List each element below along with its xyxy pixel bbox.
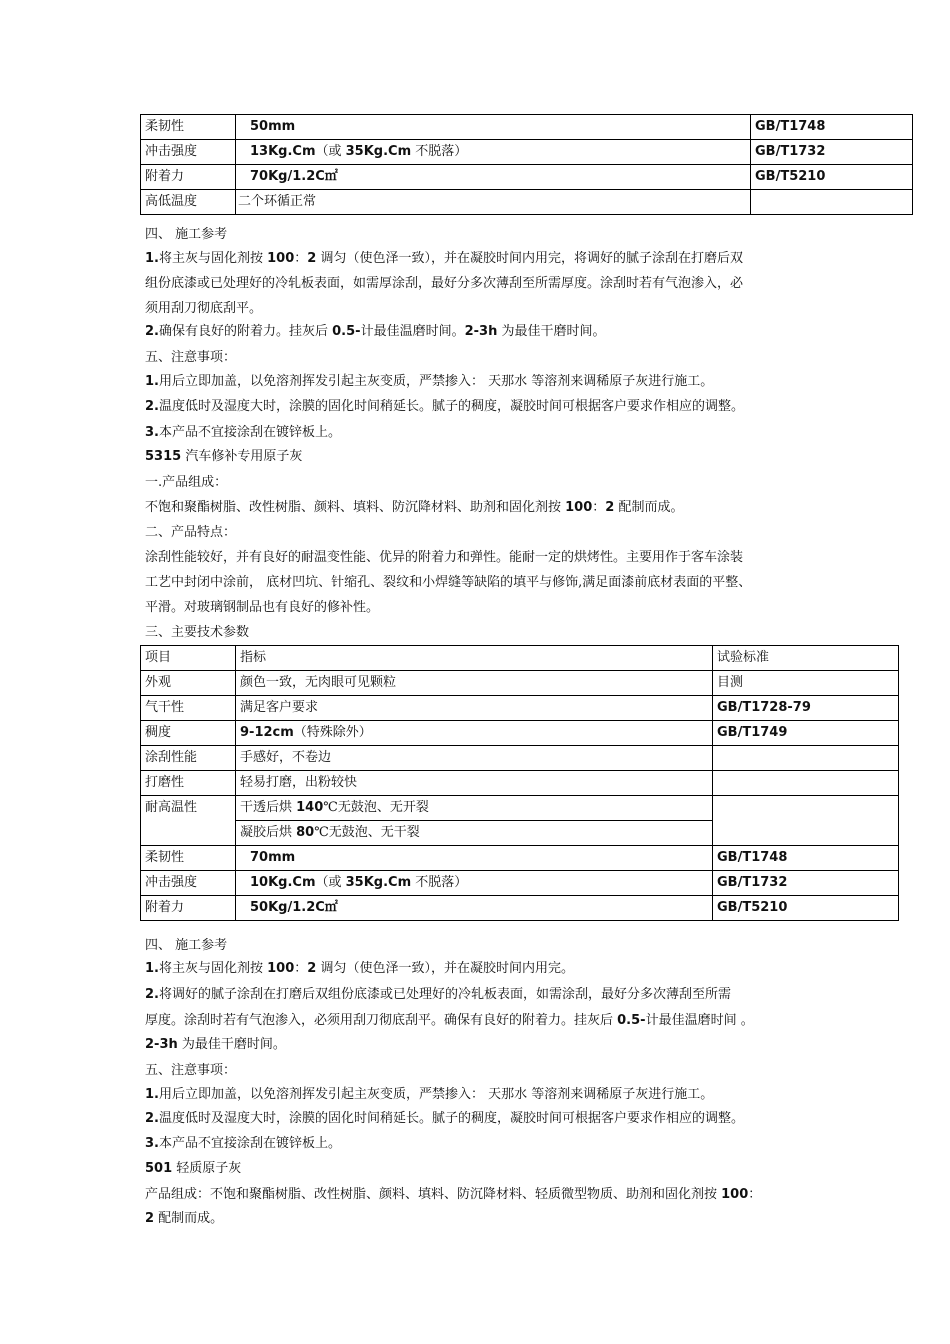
item-number: 1. [145, 961, 159, 976]
paragraph-line [145, 397, 744, 417]
item-number: 3. [145, 1136, 159, 1151]
table-cell: 柔韧性 [141, 846, 236, 871]
product-name: 轻质原子灰 [172, 1161, 242, 1176]
paragraph-line [145, 1035, 286, 1055]
value-text: （或 [315, 875, 346, 890]
table-row [141, 771, 899, 796]
product-title [145, 1159, 241, 1179]
value-text: 凝胶后烘 [240, 825, 297, 840]
text-span: 配制而成。 [614, 500, 684, 515]
paragraph-line [145, 985, 731, 1005]
table-cell: GB/T1728-79 [713, 696, 899, 721]
text-span: 0.5- [332, 324, 361, 339]
text-span: 2-3h [464, 324, 498, 339]
table-cell: 稠度 [141, 721, 236, 746]
section-heading: 四、 施工参考 [145, 227, 228, 242]
text-span: 本产品不宜接涂刮在镀锌板上。 [158, 425, 341, 440]
section-heading: 一.产品组成： [145, 475, 228, 490]
table-row [141, 846, 899, 871]
value-text: 不脱落） [411, 144, 468, 159]
paragraph-line: 涂刮性能较好，并有良好的耐温变性能、优异的附着力和弹性。能耐一定的烘烤性。主要用作于客车涂装 [145, 550, 744, 565]
table-cell [236, 871, 713, 896]
table-cell: 轻易打磨，出粉较快 [236, 771, 713, 796]
text-span: 2 [145, 1211, 155, 1226]
value-text: 140 [296, 800, 324, 815]
text-span: 100 [565, 500, 593, 515]
table-cell: 附着力 [141, 165, 236, 190]
table-cell: 50mm [236, 115, 751, 140]
value-text: 13Kg.Cm [250, 144, 316, 159]
table-cell: 打磨性 [141, 771, 236, 796]
text-span: 将主灰与固化剂按 [158, 961, 268, 976]
text-span: 调匀（使色泽一致），并在凝胶时间内用完。 [316, 961, 574, 976]
product-title [145, 447, 302, 467]
paragraph-line [145, 498, 683, 518]
table-cell: 满足客户要求 [236, 696, 713, 721]
text-span: 为最佳干磨时间。 [177, 1037, 286, 1052]
table-row [141, 721, 899, 746]
text-span: 用后立即加盖，以免溶剂挥发引起主灰变质，严禁掺入： 天那水 等溶剂来调稀原子灰进行施工。 [158, 374, 714, 389]
table-row [141, 115, 913, 140]
table-cell: 外观 [141, 671, 236, 696]
product-code: 5315 [145, 449, 182, 464]
text-span: 100 [721, 1187, 749, 1202]
value-text: 干透后烘 [240, 800, 297, 815]
item-number: 2. [145, 324, 159, 339]
paragraph-line [145, 372, 713, 392]
header-cell: 项目 [141, 646, 236, 671]
paragraph-line [145, 1085, 713, 1105]
table-row [141, 796, 899, 821]
text-span: 100 [267, 961, 295, 976]
text-span: 2-3h [145, 1037, 178, 1052]
table-cell: GB/T1732 [751, 140, 913, 165]
table-row [141, 140, 913, 165]
text-span: 2 [605, 500, 615, 515]
text-span: 将调好的腻子涂刮在打磨后双组份底漆或已处理好的冷轧板表面，如需涂刮，最好分多次薄刮至所需 [158, 987, 731, 1002]
item-number: 1. [145, 251, 159, 266]
header-cell: 指标 [236, 646, 713, 671]
table-cell: 50Kg/1.2C㎡ [236, 896, 713, 921]
value-text: 35Kg.Cm [345, 144, 412, 159]
text-span: 本产品不宜接涂刮在镀锌板上。 [158, 1136, 341, 1151]
text-span: 0.5- [617, 1013, 646, 1028]
product-code: 501 [145, 1161, 173, 1176]
section-heading: 四、 施工参考 [145, 938, 228, 953]
table-cell: 手感好，不卷边 [236, 746, 713, 771]
value-text: （或 [315, 144, 346, 159]
table-cell: 耐高温性 [141, 796, 236, 846]
table-row [141, 746, 899, 771]
text-span: 温度低时及湿度大时，涂膜的固化时间稍延长。腻子的稠度，凝胶时间可根据客户要求作相应的调整。 [158, 1111, 744, 1126]
table-cell: 冲击强度 [141, 871, 236, 896]
table-cell: 气干性 [141, 696, 236, 721]
text-span: 调匀（使色泽一致），并在凝胶时间内用完，将调好的腻子涂刮在打磨后双 [316, 251, 743, 266]
spec-table-top [140, 114, 913, 215]
table-cell: GB/T5210 [713, 896, 899, 921]
paragraph-line [145, 249, 743, 269]
item-number: 1. [145, 374, 159, 389]
text-span: 2 [307, 251, 317, 266]
paragraph-line [145, 1134, 341, 1154]
text-span: 配制而成。 [154, 1211, 224, 1226]
table-cell [236, 721, 713, 746]
paragraph-line: 平滑。对玻璃钢制品也有良好的修补性。 [145, 600, 380, 615]
table-cell: GB/T1749 [713, 721, 899, 746]
section-heading: 五、注意事项： [145, 350, 237, 365]
table-cell [236, 140, 751, 165]
table-cell [236, 796, 713, 821]
text-span: 100 [267, 251, 295, 266]
table-row [141, 896, 899, 921]
text-span: 产品组成：不饱和聚酯树脂、改性树脂、颜料、填料、防沉降材料、轻质微型物质、助剂和固化剂按 [145, 1187, 722, 1202]
table-cell: 二个环循正常 [236, 190, 751, 215]
text-span: ： [748, 1187, 762, 1202]
table-cell: GB/T1748 [751, 115, 913, 140]
item-number: 2. [145, 987, 159, 1002]
text-span: ： [294, 251, 308, 266]
table-cell: GB/T1748 [713, 846, 899, 871]
value-text: 9-12cm [240, 725, 294, 740]
table-row [141, 671, 899, 696]
paragraph-line [145, 1109, 744, 1129]
spec-table [140, 645, 899, 921]
table-cell: 70Kg/1.2C㎡ [236, 165, 751, 190]
table-row [141, 871, 899, 896]
text-span: 将主灰与固化剂按 [158, 251, 268, 266]
value-text: 80 [296, 825, 315, 840]
table-row [141, 190, 913, 215]
paragraph-line [145, 322, 605, 342]
table-cell [236, 821, 713, 846]
table-header-row [141, 646, 899, 671]
value-text: ℃无鼓泡、无开裂 [323, 800, 429, 815]
item-number: 3. [145, 425, 159, 440]
text-span: 确保有良好的附着力。挂灰后 [158, 324, 333, 339]
table-cell: 涂刮性能 [141, 746, 236, 771]
text-span: 为最佳干磨时间。 [497, 324, 606, 339]
table-cell [751, 190, 913, 215]
paragraph-line [145, 1185, 761, 1205]
paragraph-line [145, 423, 341, 443]
item-number: 2. [145, 1111, 159, 1126]
text-span: 计最佳温磨时间。 [360, 324, 465, 339]
table-cell: GB/T1732 [713, 871, 899, 896]
text-span: 不饱和聚酯树脂、改性树脂、颜料、填料、防沉降材料、助剂和固化剂按 [145, 500, 566, 515]
section-heading: 二、产品特点： [145, 525, 237, 540]
paragraph-line: 须用刮刀彻底刮平。 [145, 301, 263, 316]
value-text: ℃无鼓泡、无干裂 [314, 825, 420, 840]
header-cell: 试验标准 [713, 646, 899, 671]
paragraph-line: 工艺中封闭中涂前， 底材凹坑、针缩孔、裂纹和小焊缝等缺陷的填平与修饰,满足面漆前底材表面的平整、 [145, 575, 752, 590]
table-cell: 70mm [236, 846, 713, 871]
paragraph-line [145, 1011, 754, 1031]
paragraph-line [145, 1209, 223, 1229]
section-heading: 五、注意事项： [145, 1063, 237, 1078]
text-span: 计最佳温磨时间 。 [645, 1013, 754, 1028]
table-cell: 附着力 [141, 896, 236, 921]
text-span: 用后立即加盖，以免溶剂挥发引起主灰变质，严禁掺入： 天那水 等溶剂来调稀原子灰进行施工。 [158, 1087, 714, 1102]
product-name: 汽车修补专用原子灰 [181, 449, 303, 464]
table-cell [713, 796, 899, 846]
item-number: 1. [145, 1087, 159, 1102]
table-cell: 高低温度 [141, 190, 236, 215]
text-span: 2 [307, 961, 317, 976]
table-cell [713, 746, 899, 771]
table-cell: 柔韧性 [141, 115, 236, 140]
text-span: 温度低时及湿度大时，涂膜的固化时间稍延长。腻子的稠度，凝胶时间可根据客户要求作相应的调整。 [158, 399, 744, 414]
paragraph-line: 组份底漆或已处理好的冷轧板表面，如需厚涂刮，最好分多次薄刮至所需厚度。涂刮时若有气泡渗入，必 [145, 276, 744, 291]
text-span: ： [592, 500, 606, 515]
section-heading: 三、主要技术参数 [145, 625, 250, 640]
item-number: 2. [145, 399, 159, 414]
table-row [141, 165, 913, 190]
table-cell: GB/T5210 [751, 165, 913, 190]
text-span: 厚度。涂刮时若有气泡渗入，必须用刮刀彻底刮平。确保有良好的附着力。挂灰后 [145, 1013, 618, 1028]
table-cell: 冲击强度 [141, 140, 236, 165]
table-cell [713, 771, 899, 796]
table-row [141, 696, 899, 721]
value-text: （特殊除外） [293, 725, 372, 740]
value-text: 不脱落） [411, 875, 468, 890]
value-text: 10Kg.Cm [250, 875, 316, 890]
value-text: 35Kg.Cm [345, 875, 412, 890]
table-cell: 目测 [713, 671, 899, 696]
paragraph-line [145, 959, 574, 979]
table-cell: 颜色一致，无肉眼可见颗粒 [236, 671, 713, 696]
text-span: ： [294, 961, 308, 976]
